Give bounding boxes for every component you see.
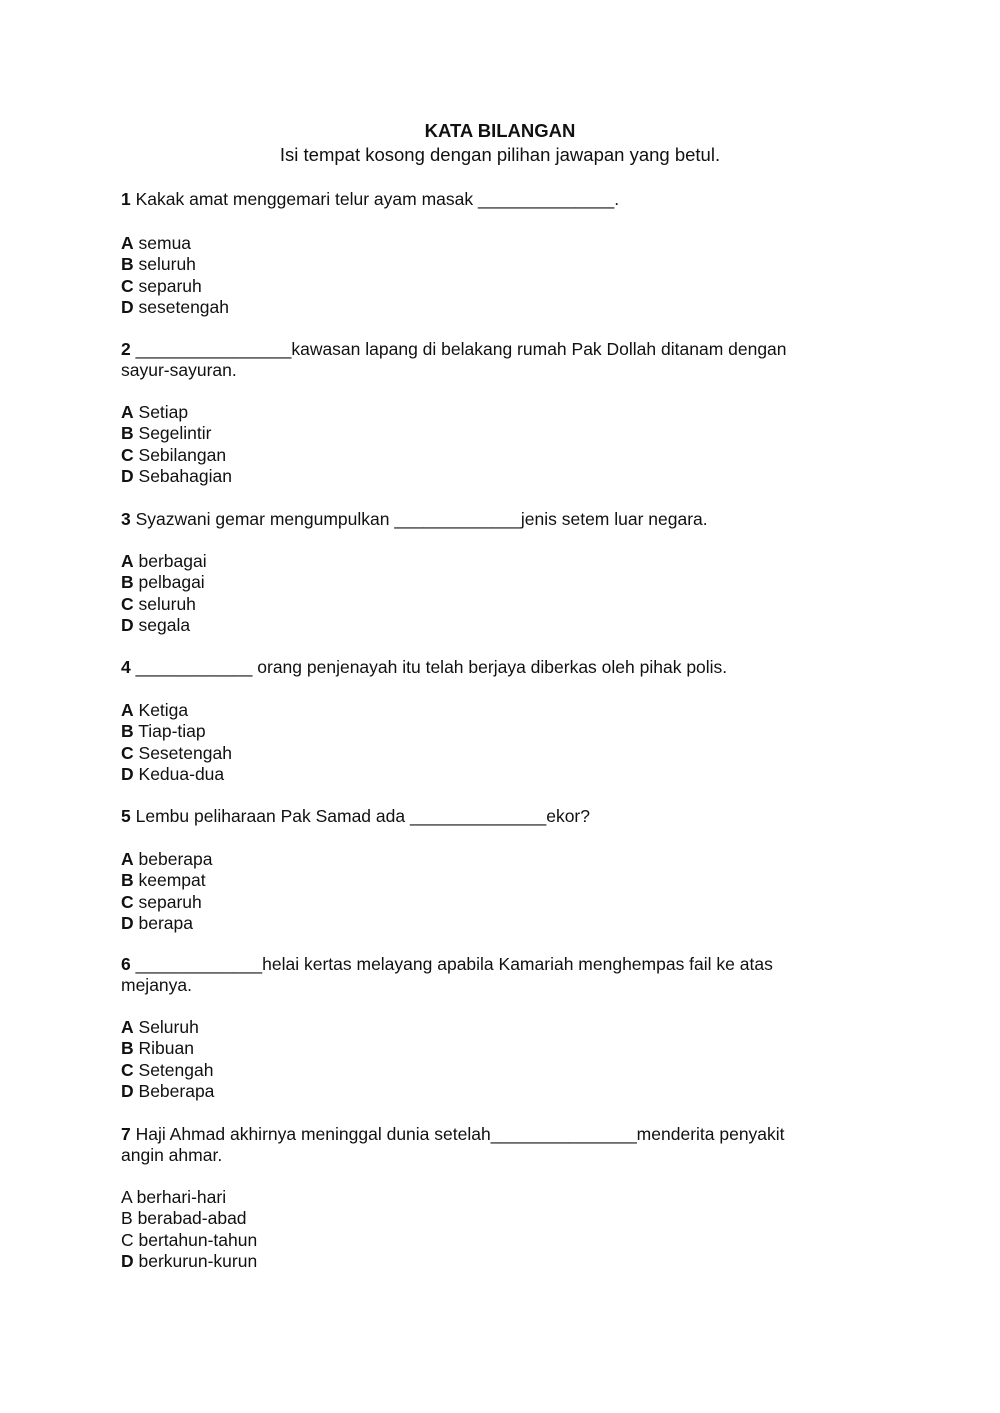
option-text: Ketiga <box>138 700 189 720</box>
option-text: Sebahagian <box>138 465 232 486</box>
option-item[interactable] <box>121 615 521 636</box>
option-item[interactable] <box>121 892 521 913</box>
option-item[interactable] <box>121 423 521 444</box>
option-letter: D <box>121 1250 134 1271</box>
option-letter: C <box>121 593 134 614</box>
option-item[interactable] <box>121 1230 521 1251</box>
option-text: seluruh <box>138 254 196 275</box>
option-letter: B <box>121 870 134 891</box>
option-text: segala <box>138 614 191 635</box>
option-letter: D <box>121 763 134 784</box>
option-letter: C <box>121 1059 134 1080</box>
option-text: keempat <box>138 870 206 891</box>
option-item[interactable] <box>121 466 521 487</box>
option-text: Seluruh <box>138 1017 199 1037</box>
option-letter: B <box>121 721 134 742</box>
option-item[interactable] <box>121 445 521 466</box>
options-3 <box>121 551 521 636</box>
option-text: bertahun-tahun <box>138 1229 258 1250</box>
question-number: 1 <box>121 189 131 209</box>
options-2 <box>121 402 521 487</box>
question-text: ________________kawasan lapang di belakang rumah Pak Dollah ditanam dengan sayur-sayuran. <box>121 339 787 380</box>
question-3 <box>121 509 821 530</box>
question-6 <box>121 954 821 996</box>
option-letter: B <box>121 1038 134 1059</box>
option-letter: A <box>121 1187 132 1207</box>
option-letter: C <box>121 1229 134 1250</box>
question-text: ____________ orang penjenayah itu telah berjaya diberkas oleh pihak polis. <box>135 657 728 677</box>
option-item[interactable] <box>121 1251 521 1272</box>
option-text: separuh <box>138 275 202 296</box>
option-text: berhari-hari <box>136 1187 227 1207</box>
options-6 <box>121 1017 521 1102</box>
option-item[interactable] <box>121 849 521 870</box>
options-1 <box>121 233 521 318</box>
question-5 <box>121 806 821 827</box>
option-letter: A <box>121 849 134 869</box>
option-letter: A <box>121 402 134 422</box>
option-letter: D <box>121 296 134 317</box>
option-item[interactable] <box>121 254 521 275</box>
question-text: _____________helai kertas melayang apabila Kamariah menghempas fail ke atas mejanya. <box>121 954 773 995</box>
option-item[interactable] <box>121 297 521 318</box>
option-item[interactable] <box>121 572 521 593</box>
option-item[interactable] <box>121 276 521 297</box>
options-4 <box>121 700 521 785</box>
question-number: 2 <box>121 339 131 359</box>
option-letter: D <box>121 912 134 933</box>
option-item[interactable] <box>121 870 521 891</box>
option-item[interactable] <box>121 1081 521 1102</box>
option-letter: D <box>121 1080 134 1101</box>
option-item[interactable] <box>121 743 521 764</box>
option-item[interactable] <box>121 913 521 934</box>
option-text: separuh <box>138 891 202 912</box>
option-letter: A <box>121 551 134 571</box>
option-text: Kedua-dua <box>138 763 225 784</box>
option-letter: A <box>121 233 134 253</box>
option-letter: A <box>121 700 134 720</box>
option-text: semua <box>138 233 192 253</box>
question-number: 7 <box>121 1124 131 1144</box>
option-text: beberapa <box>138 849 213 869</box>
option-item[interactable] <box>121 764 521 785</box>
option-item[interactable] <box>121 1187 521 1208</box>
option-item[interactable] <box>121 1038 521 1059</box>
option-text: Tiap-tiap <box>138 721 206 742</box>
option-text: Beberapa <box>138 1080 215 1101</box>
option-text: Setengah <box>138 1059 214 1080</box>
option-item[interactable] <box>121 402 521 423</box>
option-letter: B <box>121 423 134 444</box>
option-item[interactable] <box>121 233 521 254</box>
option-text: berbagai <box>138 551 207 571</box>
option-text: Segelintir <box>138 423 212 444</box>
option-text: Sesetengah <box>138 742 232 763</box>
option-letter: C <box>121 444 134 465</box>
option-letter: A <box>121 1017 134 1037</box>
option-text: berapa <box>138 912 194 933</box>
option-item[interactable] <box>121 1060 521 1081</box>
option-text: sesetengah <box>138 296 230 317</box>
option-text: pelbagai <box>138 572 205 593</box>
option-letter: D <box>121 614 134 635</box>
question-number: 4 <box>121 657 131 677</box>
option-letter: C <box>121 275 134 296</box>
option-letter: C <box>121 891 134 912</box>
question-7 <box>121 1124 821 1166</box>
option-item[interactable] <box>121 594 521 615</box>
option-text: berkurun-kurun <box>138 1250 258 1271</box>
options-5 <box>121 849 521 934</box>
option-item[interactable] <box>121 551 521 572</box>
option-item[interactable] <box>121 1208 521 1229</box>
question-text: Haji Ahmad akhirnya meninggal dunia setelah_______________menderita penyakit angin ahmar. <box>121 1124 785 1165</box>
question-1 <box>121 189 821 210</box>
option-item[interactable] <box>121 700 521 721</box>
page-title: KATA BILANGAN <box>424 120 576 141</box>
question-text: Kakak amat menggemari telur ayam masak ______________. <box>135 189 620 209</box>
question-text: Lembu peliharaan Pak Samad ada ______________ekor? <box>135 806 590 826</box>
question-number: 5 <box>121 806 131 826</box>
option-letter: B <box>121 254 134 275</box>
option-letter: C <box>121 742 134 763</box>
option-letter: B <box>121 1208 133 1229</box>
question-number: 3 <box>121 509 131 529</box>
question-text: Syazwani gemar mengumpulkan _____________jenis setem luar negara. <box>135 509 708 529</box>
option-text: Sebilangan <box>138 444 227 465</box>
question-number: 6 <box>121 954 131 974</box>
instruction-text: Isi tempat kosong dengan pilihan jawapan yang betul. <box>279 144 721 165</box>
option-text: berabad-abad <box>137 1208 247 1229</box>
question-4 <box>121 657 821 678</box>
option-item[interactable] <box>121 721 521 742</box>
option-text: seluruh <box>138 593 196 614</box>
question-2 <box>121 339 821 381</box>
options-7 <box>121 1187 521 1272</box>
option-letter: B <box>121 572 134 593</box>
option-letter: D <box>121 465 134 486</box>
option-text: Ribuan <box>138 1038 194 1059</box>
option-item[interactable] <box>121 1017 521 1038</box>
option-text: Setiap <box>138 402 189 422</box>
